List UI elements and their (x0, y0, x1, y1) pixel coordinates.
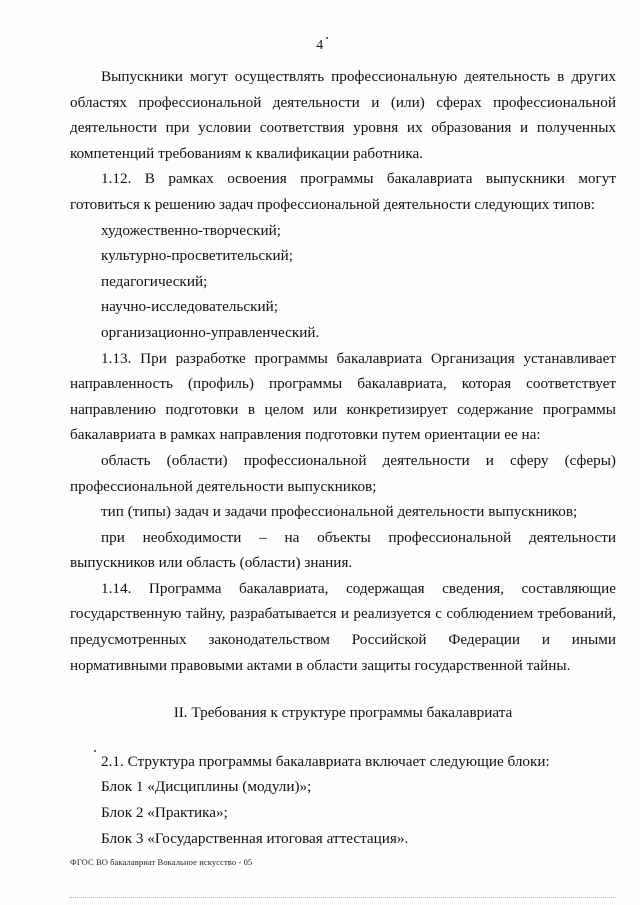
scan-speck (326, 37, 328, 39)
paragraph-1-12: 1.12. В рамках освоения программы бакалавриата выпускники могут готовиться к решению задач профессиональной деятельности следующих типов: (70, 170, 616, 213)
paragraph-field-of-activity: область (области) профессиональной деятельности и сферу (сферы) профессиональной деятельности выпускников; (70, 451, 616, 495)
section-heading: II. Требования к структуре программы бакалавриата (173, 704, 513, 722)
page-number: 4 (316, 38, 324, 53)
block-3-item: Блок 3 «Государственная итоговая аттестация». (101, 829, 409, 847)
paragraph-task-types: тип (типы) задач и задачи профессиональной деятельности выпускников; (101, 503, 578, 521)
paragraph-1-13: 1.13. При разработке программы бакалавриата Организация устанавливает направленность (профиль) программы бакалавриата, которая соответствует направлению подготовки в целом или конкретизирует содержание программы бакалавриата в рамках направления подготовки путем ориентации ее на: (70, 349, 616, 444)
paragraph-2-1: 2.1. Структура программы бакалавриата включает следующие блоки: (101, 752, 550, 770)
document-body (70, 64, 616, 851)
list-item-pedagogical: педагогический; (101, 272, 208, 290)
scan-speck (94, 750, 96, 752)
block-1-item: Блок 1 «Дисциплины (модули)»; (101, 778, 312, 796)
list-item-cultural: культурно-просветительский; (101, 247, 293, 265)
block-2-item: Блок 2 «Практика»; (101, 804, 228, 822)
list-item-artistic: художественно-творческий; (101, 221, 281, 239)
paragraph-objects-of-activity: при необходимости – на объекты профессиональной деятельности выпускников или область (области) знания. (70, 528, 616, 572)
page-bottom-edge (70, 897, 616, 899)
list-item-management: организационно-управленческий. (101, 323, 320, 341)
footer-text: ФГОС ВО бакалавриат Вокальное искусство - 05 (70, 857, 253, 867)
paragraph-graduates-other-fields: Выпускники могут осуществлять профессиональную деятельность в других областях профессиональной деятельности и (или) сферах профессиональной деятельности при условии соответствия уровня их образования и полученных компетенций требованиям к квалификации работника. (70, 68, 616, 162)
list-item-research: научно-исследовательский; (101, 298, 278, 316)
paragraph-1-14: 1.14. Программа бакалавриата, содержащая сведения, составляющие государственную тайну, разрабатывается и реализуется с соблюдением требований, предусмотренных законодательством Российской Федерации и иными нормативными правовыми актами в области защиты государственной тайны. (70, 579, 616, 674)
